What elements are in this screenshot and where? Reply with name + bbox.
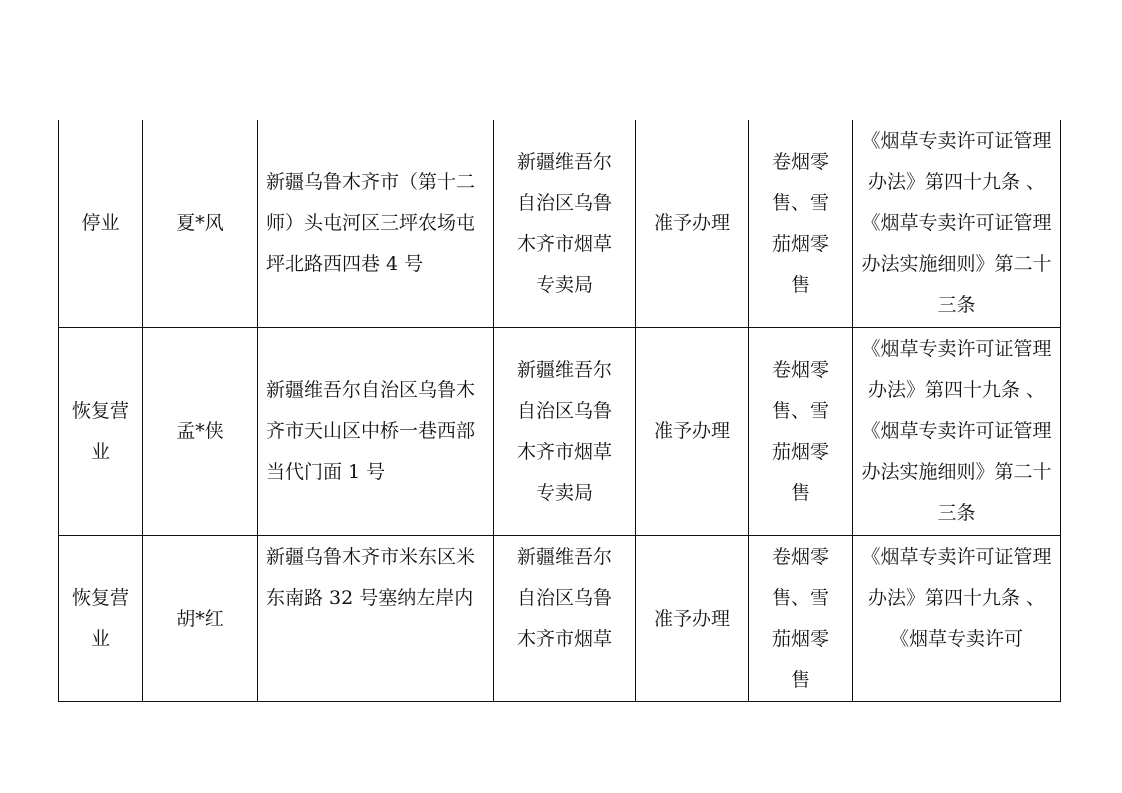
table-row [59, 328, 1061, 536]
cell-business-scope: 卷烟零售、雪茄烟零售 [749, 328, 853, 536]
cell-address: 新疆乌鲁木齐市米东区米东南路 32 号塞纳左岸内 [258, 536, 494, 702]
table-row [59, 536, 1061, 702]
cell-business-scope: 卷烟零售、雪茄烟零售 [749, 536, 853, 702]
cell-legal-basis: 《烟草专卖许可证管理办法》第四十九条 、《烟草专卖许可 [853, 536, 1061, 702]
cell-authority: 新疆维吾尔自治区乌鲁木齐市烟草专卖局 [494, 328, 636, 536]
cell-result: 准予办理 [636, 536, 749, 702]
cell-change-type: 停业 [59, 120, 143, 328]
permit-table [58, 120, 1061, 702]
cell-holder-name: 夏*风 [143, 120, 258, 328]
cell-legal-basis: 《烟草专卖许可证管理办法》第四十九条 、《烟草专卖许可证管理办法实施细则》第二十三条 [853, 120, 1061, 328]
cell-authority: 新疆维吾尔自治区乌鲁木齐市烟草 [494, 536, 636, 702]
cell-legal-basis: 《烟草专卖许可证管理办法》第四十九条 、《烟草专卖许可证管理办法实施细则》第二十三条 [853, 328, 1061, 536]
cell-change-type: 恢复营业 [59, 328, 143, 536]
cell-result: 准予办理 [636, 120, 749, 328]
cell-address: 新疆乌鲁木齐市（第十二师）头屯河区三坪农场屯坪北路西四巷 4 号 [258, 120, 494, 328]
cell-business-scope: 卷烟零售、雪茄烟零售 [749, 120, 853, 328]
cell-holder-name: 孟*侠 [143, 328, 258, 536]
table-row [59, 120, 1061, 328]
cell-change-type: 恢复营业 [59, 536, 143, 702]
cell-authority: 新疆维吾尔自治区乌鲁木齐市烟草专卖局 [494, 120, 636, 328]
cell-result: 准予办理 [636, 328, 749, 536]
cell-address: 新疆维吾尔自治区乌鲁木齐市天山区中桥一巷西部当代门面 1 号 [258, 328, 494, 536]
cell-holder-name: 胡*红 [143, 536, 258, 702]
